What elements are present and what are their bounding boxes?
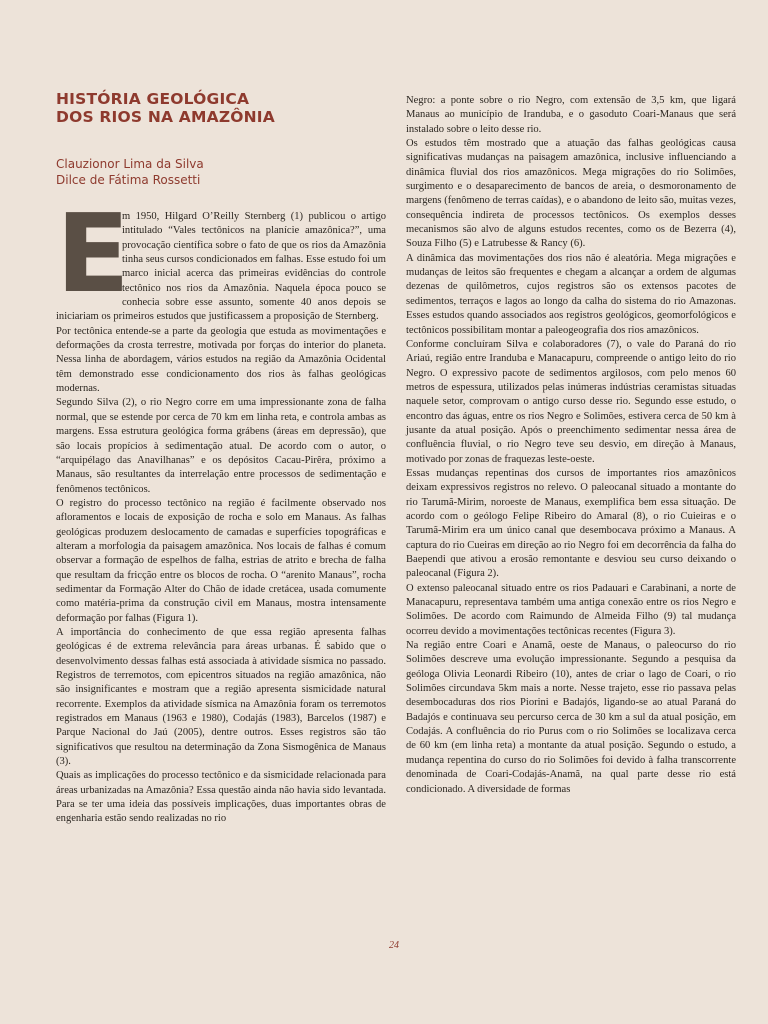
- paragraph: Segundo Silva (2), o rio Negro corre em uma impressionante zona de falha normal, que se estende por cerca de 70 km em linha reta, e controla ambas as margens. Essa estrutura geológica forma grábens (áreas em depressão), que são locais propícios à sedimentação atual. De acordo com o autor, o “arquipélago das Anavilhanas” e os depósitos Cacau-Pirêra, próximo a Manaus, são resultantes da interrelação entre processos de sedimentação e fenômenos tectônicos.: [56, 397, 386, 495]
- paragraph: Conforme concluíram Silva e colaboradores (7), o vale do Paraná do rio Ariaú, região entre Iranduba e Manacapuru, compreende o antigo leito do rio Negro. O expressivo pacote de sedimentos argilosos, com pelo menos 60 metros de espessura, utilizados pelas inúmeras indústrias ceramistas situadas naquele setor, comprovam o antigo curso desse rio. Segundo esse estudo, o encontro das águas, entre os rios Negro e Solimões, estivera cerca de 50 km à jusante da atual posição. Após o preenchimento sedimentar nessa área de confluência fluvial, o rio Negro teve seu desvio, em direção à Manaus, motivado por zonas de fraquezas leste-oeste.: [406, 338, 736, 465]
- paragraph: Negro: a ponte sobre o rio Negro, com extensão de 3,5 km, que ligará Manaus ao município de Iranduba, e o gasoduto Coari-Manaus que será instalado sobre o leito desse rio.: [406, 95, 736, 135]
- page-number: 24: [389, 940, 399, 951]
- title-line-2: DOS RIOS NA AMAZÔNIA: [56, 108, 275, 126]
- article-title: [56, 90, 356, 126]
- paragraph: m 1950, Hilgard O’Reilly Sternberg (1) publicou o artigo intitulado “Vales tectônicos na planície amazônica?”, uma provocação científica sobre o fato de que os rios da Amazônia tinha seus cursos condicionados em falhas. Esse estudo foi um marco inicial acerca das primeiras evidências do controle tectônico nos rios da Amazônia. Naquela época pouco se conhecia sobre esse assunto, somente 40 anos depois se iniciariam os primeiros estudos que justificassem a proposição de Sternberg.: [56, 211, 386, 323]
- paragraph: Por tectônica entende-se a parte da geologia que estuda as movimentações e deformações da crosta terrestre, motivada por forças do interior do planeta. Nessa linha de abordagem, vários estudos na região da Amazônia Ocidental têm demonstrado esse condicionamento dos rios às falhas geológicas modernas.: [56, 325, 386, 395]
- title-line-1: HISTÓRIA GEOLÓGICA: [56, 90, 250, 108]
- author-name: Dilce de Fátima Rossetti: [56, 173, 201, 187]
- paragraph: Essas mudanças repentinas dos cursos de importantes rios amazônicos deixam expressivos registros no relevo. O paleocanal situado a montante do rio Tarumã-Mirim, noroeste de Manaus, exemplifica bem essa situação. De acordo com o geólogo Felipe Ribeiro do Amaral (8), o rio Cuieiras e o Tarumã-Mirim era um único canal que desembocava próximo a Manaus. A captura do rio Cueiras em direção ao rio Negro foi em decorrência da falha do Baependi que ativou a erosão remontante e desviou seu curso deixando o paleocanal (Figura 2).: [406, 467, 736, 580]
- paragraph: A importância do conhecimento de que essa região apresenta falhas geológicas é de extrema relevância para áreas urbanas. É sabido que o desenvolvimento dessas falhas está associada à atividade sísmica no passado. Registros de terremotos, com epicentros situados na região amazônica, não são insignificantes e mostram que a região apresenta sismicidade natural recorrente. Exemplos da atividade sísmica na Amazônia foram os terremotos registrados em Manaus (1963 e 1980), Codajás (1983), Barcelos (1987) e Parque Nacional do Jaú (2005), dentre outros. Esses registros são tão significativos que resultou na determinação da Zona Sismogênica de Manaus (3).: [56, 626, 386, 768]
- author-name: Clauzionor Lima da Silva: [56, 157, 204, 171]
- paragraph: Quais as implicações do processo tectônico e da sismicidade relacionada para áreas urbanizadas na Amazônia? Essa questão ainda não havia sido levantada. Para se ter uma ideia das possíveis implicações, duas importantes obras de engenharia estão sendo realizadas no rio: [56, 770, 386, 825]
- drop-cap: E: [56, 192, 130, 317]
- paragraph: Na região entre Coari e Anamã, oeste de Manaus, o paleocurso do rio Solimões descreve uma evolução impressionante. Segundo a pesquisa da geóloga Olivia Leonardi Ribeiro (10), antes de criar o lago de Coari, o rio Solimões circundava 5km mais a norte. Nesse trajeto, esse rio passava pelas desembocaduras dos rios Piorini e Badajós, ligando-se ao atual Paraná do Badajós e continuava seu percurso cerca de 30 km a sul da atual posição, em Codajás. A confluência do rio Purus com o rio Solimões se localizava cerca de 60 km (em linha reta) a montante da atual posição. Segundo o estudo, a mudança repentina do curso do rio Solimões foi devido à falha transcorrente denominada de Coari-Codajás-Anamã, na qual parte desse rio está condicionado. A diversidade de formas: [406, 640, 736, 795]
- paragraph: A dinâmica das movimentações dos rios não é aleatória. Mega migrações e mudanças de leitos são frequentes e chegam a alcançar a ordem de algumas dezenas de quilômetros, cujos registros são os extensos pacotes de sedimentos, terraços e lagos ao longo da calha do sistema do rio Amazonas. Esses estudos quando associados aos registros geológicos, geomorfológicos e tectônicos possibilitam montar a paleogeografia dos rios amazônicos.: [406, 252, 736, 336]
- paragraph: Os estudos têm mostrado que a atuação das falhas geológicas causa significativas mudanças na paisagem amazônica, inclusive influenciando a dinâmica fluvial dos rios amazônicos. Mega migrações do rio Solimões, surgimento e o desaparecimento de bancos de areia, o desmoronamento de margens (fenômeno de terras caídas), e o abandono de leito são, muitas vezes, consequência indireta de processos tectônicos. Os exemplos desses mecanismos são alvo de alguns estudos recentes, como os de Bezerra (4), Souza Filho (5) e Latrubesse & Rancy (6).: [406, 138, 736, 250]
- left-text-column: [56, 192, 386, 827]
- paragraph: O registro do processo tectônico na região é facilmente observado nos afloramentos e locais de exposição de rocha e solo em Manaus. As falhas geológicas produzem deslocamento de camadas e superfícies topográficas e alteram a morfologia da paisagem amazônica. Nos locais de falhas é comum observar a formação de espelhos de falha, estrias de atrito e brecha de falha que resultam da fricção entre os blocos de rocha. O “arenito Manaus”, rocha sedimentar da Formação Alter do Chão de idade cretácea, usada comumente como matéria-prima da construção civil em Manaus, mostra intensamente deformação por falhas (Figura 1).: [56, 497, 386, 624]
- paragraph: O extenso paleocanal situado entre os rios Padauari e Carabinani, a norte de Manacapuru, representava também uma antiga conexão entre os rios Negro e Solimões. De acordo com Raimundo de Almeida Filho (9) tal mudança ocorreu devido a movimentações tectônicas recentes (Figura 3).: [406, 582, 736, 637]
- right-text-column: [406, 94, 736, 797]
- author-list: [56, 156, 356, 188]
